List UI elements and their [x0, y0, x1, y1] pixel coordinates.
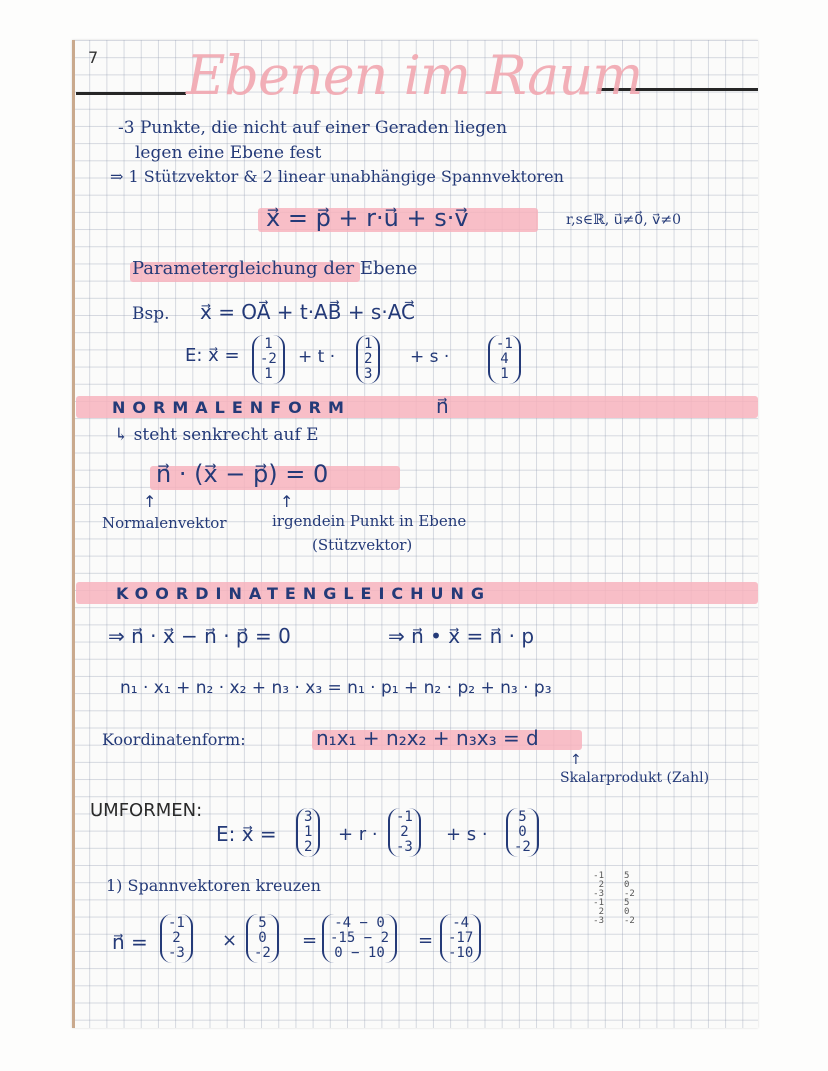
- normalform-label-right: irgendein Punkt in Ebene: [272, 512, 467, 530]
- title-rule-left: [76, 92, 186, 95]
- cross-vector-1: -1 2 -3: [160, 914, 193, 963]
- example-vector-3: -1 4 1: [488, 335, 521, 384]
- scratch-left-column: -1 2 -3 -1 2 -3: [593, 871, 604, 926]
- koordinaten-line-1b: ⇒ n⃗ • x⃗ = n⃗ · p: [388, 624, 535, 648]
- umformen-e-label: E: x⃗ =: [216, 822, 277, 846]
- intro-line-3: ⇒ 1 Stützvektor & 2 linear unabhängige Spannvektoren: [110, 167, 564, 186]
- normalform-heading: NORMALENFORM: [112, 398, 351, 417]
- umformen-vector-1: 3 1 2: [296, 808, 320, 857]
- umformen-heading: UMFORMEN:: [90, 800, 203, 821]
- cross-vector-2: 5 0 -2: [246, 914, 279, 963]
- cross-times: ×: [222, 930, 238, 951]
- normalform-equation: n⃗ · (x⃗ − p⃗) = 0: [156, 460, 329, 488]
- intro-line-1: -3 Punkte, die nicht auf einer Geraden liegen: [118, 118, 508, 138]
- umformen-step-1: 1) Spannvektoren kreuzen: [106, 876, 321, 895]
- example-prefix: Bsp.: [132, 304, 170, 324]
- example-e-label: E: x⃗ =: [185, 345, 240, 366]
- umformen-vector-3: 5 0 -2: [506, 808, 539, 857]
- param-label: Parametergleichung der Ebene: [132, 258, 418, 279]
- page-number: 7: [88, 48, 99, 67]
- arrow-up-left: ↑: [143, 492, 157, 511]
- margin-line: [72, 40, 75, 1028]
- cross-vector-4: -4 -17 -10: [440, 914, 481, 963]
- koordinaten-heading: KOORDINATENGLEICHUNG: [116, 584, 492, 603]
- normalform-label-right-2: (Stützvektor): [312, 536, 413, 554]
- normalform-note: ↳ steht senkrecht auf E: [114, 425, 319, 445]
- cross-eq-1: =: [302, 930, 318, 951]
- koordinaten-formula: n₁x₁ + n₂x₂ + n₃x₃ = d: [316, 726, 539, 750]
- example-vector-2: 1 2 3: [356, 335, 380, 384]
- koordinaten-line-1a: ⇒ n⃗ · x⃗ − n⃗ · p⃗ = 0: [108, 624, 291, 648]
- koordinaten-note: Skalarprodukt (Zahl): [560, 770, 710, 786]
- cross-vector-3: -4 − 0 -15 − 2 0 − 10: [322, 914, 397, 963]
- page-title: Ebenen im Raum: [186, 44, 643, 107]
- example-s-op: + s ·: [410, 347, 450, 367]
- scratch-right-column: 5 0 -2 5 0 -2: [624, 871, 635, 926]
- umformen-r-op: + r ·: [338, 824, 378, 845]
- koordinaten-label: Koordinatenform:: [102, 730, 246, 749]
- intro-line-2: legen eine Ebene fest: [135, 143, 322, 163]
- cross-eq-2: =: [418, 930, 434, 951]
- umformen-vector-2: -1 2 -3: [388, 808, 421, 857]
- arrow-up-right: ↑: [280, 492, 294, 511]
- param-condition: r,s∈ℝ, u⃗≠0⃗, v⃗≠0: [566, 212, 682, 228]
- example-formula: x⃗ = OA⃗ + t·AB⃗ + s·AC⃗: [200, 300, 415, 324]
- param-equation: x⃗ = p⃗ + r·u⃗ + s·v⃗: [266, 204, 469, 232]
- normalform-label-left: Normalenvektor: [102, 514, 227, 532]
- koordinaten-line-2: n₁ · x₁ + n₂ · x₂ + n₃ · x₃ = n₁ · p₁ + n₂ · p₂ + n₃ · p₃: [120, 678, 552, 698]
- cross-n-label: n⃗ =: [112, 930, 148, 954]
- arrow-up-skalar: ↑: [570, 752, 582, 768]
- normalform-n-symbol: n⃗: [436, 394, 449, 418]
- umformen-s-op: + s ·: [446, 824, 488, 845]
- example-vector-1: 1 -2 1: [252, 335, 285, 384]
- example-t-op: + t ·: [298, 347, 336, 367]
